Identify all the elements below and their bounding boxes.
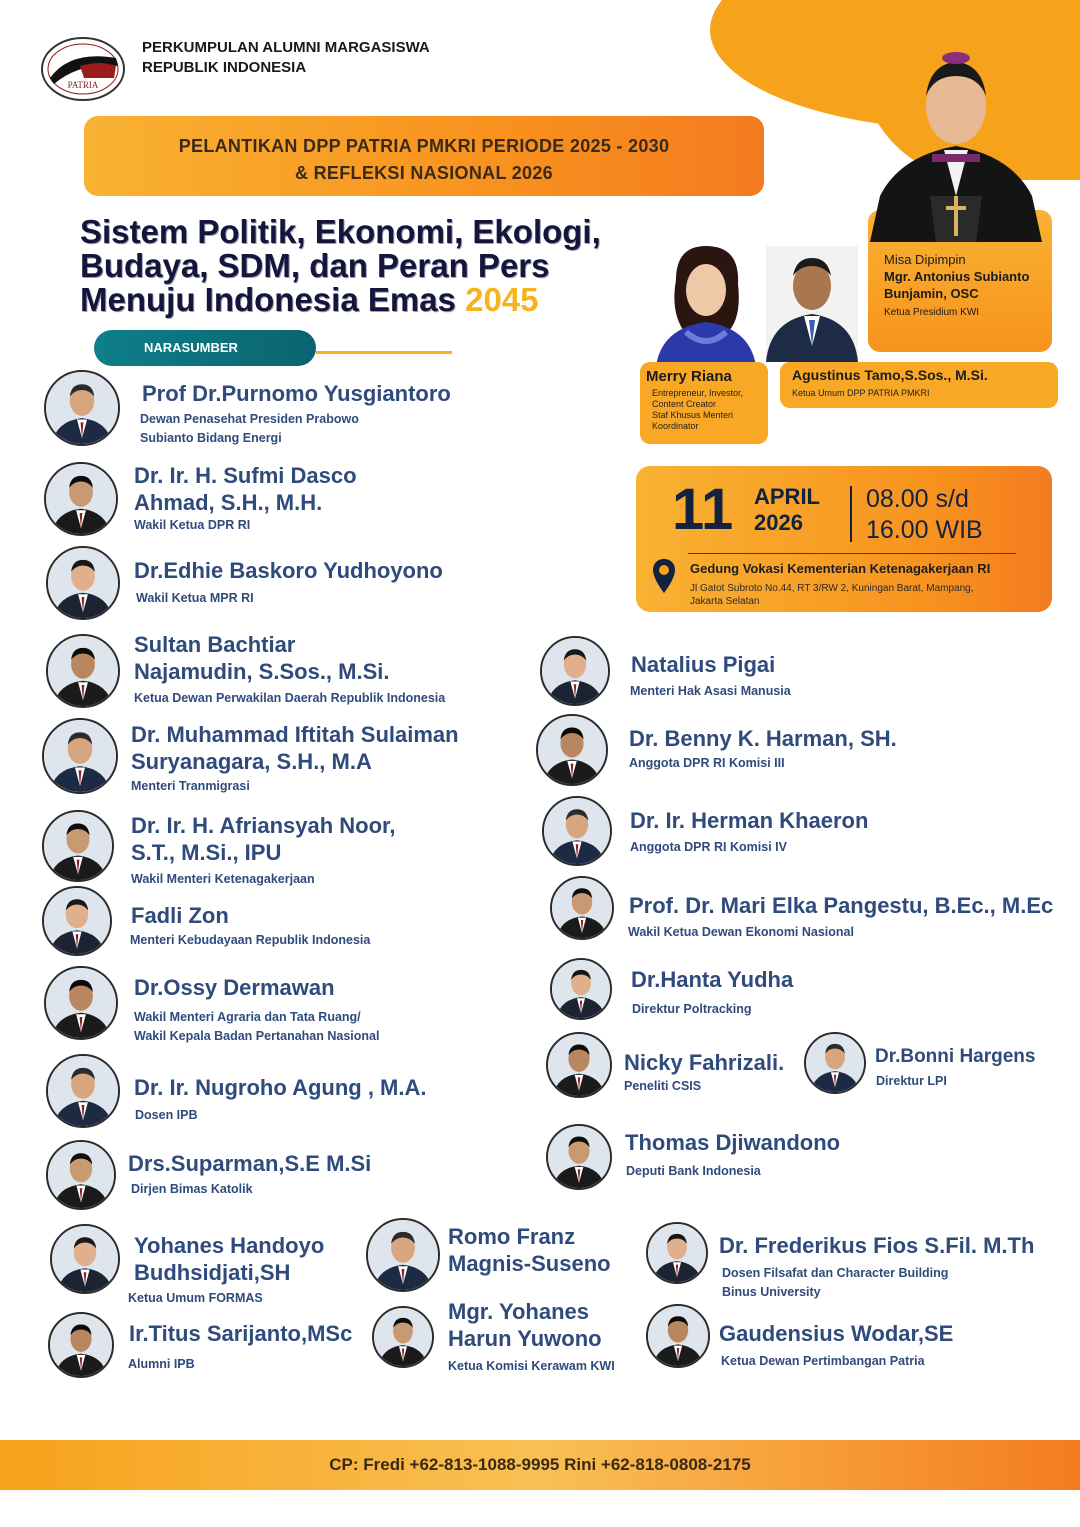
patria-logo — [40, 36, 126, 102]
speaker-role — [134, 1008, 379, 1046]
speaker-name — [625, 1129, 840, 1156]
speaker-photo — [44, 462, 118, 536]
speaker-photo — [550, 958, 612, 1020]
speaker-name-line: Natalius Pigai — [631, 652, 776, 677]
speaker-name-line: Yohanes Handoyo — [134, 1233, 325, 1258]
speaker-role-line: Dewan Penasehat Presiden Prabowo — [140, 412, 359, 426]
speaker-role — [140, 410, 359, 448]
speaker-role — [130, 931, 370, 950]
speaker-name-line: Dr. Ir. Herman Khaeron — [630, 808, 869, 833]
speaker-name-line: Ir.Titus Sarijanto,MSc — [129, 1321, 353, 1346]
speaker-photo — [42, 718, 118, 794]
speaker-name — [629, 892, 1053, 919]
event-time-end: 16.00 WIB — [866, 516, 983, 544]
speaker-photo — [46, 1140, 116, 1210]
speaker-name — [134, 462, 357, 516]
speaker-photo — [42, 886, 112, 956]
mass-leader-name-line-2: Bunjamin, OSC — [884, 286, 979, 301]
speaker-name — [134, 1074, 427, 1101]
location-pin-icon — [652, 558, 676, 594]
venue-address-line-2: Jakarta Selatan — [690, 596, 760, 607]
theme-line-3 — [80, 283, 680, 317]
event-theme — [80, 215, 680, 317]
speaker-name — [448, 1298, 602, 1352]
event-month: APRIL — [754, 484, 820, 509]
speaker-role — [131, 870, 315, 889]
speaker-name-line: Dr. Ir. H. Afriansyah Noor, — [131, 813, 396, 838]
logo-text: PATRIA — [67, 80, 99, 90]
venue-address — [690, 582, 1010, 608]
speaker-name-line: Dr.Ossy Dermawan — [134, 975, 335, 1000]
narasumber-label: NARASUMBER — [94, 330, 316, 366]
speaker-name — [631, 966, 793, 993]
speaker-role — [128, 1289, 263, 1308]
speaker-photo — [536, 714, 608, 786]
speaker-role-line: Ketua Dewan Perwakilan Daerah Republik Indonesia — [134, 691, 446, 705]
speaker-role — [448, 1357, 615, 1376]
event-year: 2026 — [754, 510, 803, 535]
speaker-name — [629, 725, 897, 752]
speaker-role-line: Deputi Bank Indonesia — [626, 1164, 761, 1178]
merry-riana-photo — [656, 240, 756, 366]
speaker-role — [721, 1352, 925, 1371]
speaker-role-line: Wakil Ketua MPR RI — [136, 591, 254, 605]
speaker-role-line: Menteri Tranmigrasi — [131, 779, 250, 793]
bishop-photo — [870, 46, 1042, 242]
speaker-photo — [46, 634, 120, 708]
speaker-name-line: Harun Yuwono — [448, 1326, 602, 1351]
guest-role-line: Content Creator — [652, 399, 717, 409]
speaker-photo — [42, 810, 114, 882]
organization-name — [142, 38, 430, 78]
speaker-name — [142, 380, 451, 407]
speaker-name — [630, 807, 868, 834]
venue-name: Gedung Vokasi Kementerian Ketenagakerjaan RI — [690, 561, 991, 576]
speaker-role-line: Peneliti CSIS — [624, 1079, 702, 1093]
speaker-role — [630, 682, 791, 701]
speaker-photo — [50, 1224, 120, 1294]
speaker-role-line: Menteri Kebudayaan Republik Indonesia — [130, 933, 371, 947]
speaker-role-line: Alumni IPB — [128, 1357, 195, 1371]
divider-line — [316, 351, 452, 354]
speaker-name — [875, 1045, 1035, 1068]
contact-info: CP: Fredi +62-813-1088-9995 Rini +62-818-0808-2175 — [329, 1455, 751, 1474]
speaker-name-line: Dr.Bonni Hargens — [875, 1046, 1036, 1067]
speaker-name-line: Mgr. Yohanes — [448, 1299, 590, 1324]
event-title-line-2: & REFLEKSI NASIONAL 2026 — [295, 163, 553, 183]
speaker-photo — [46, 1054, 120, 1128]
speaker-photo — [646, 1304, 710, 1368]
org-line-1: PERKUMPULAN ALUMNI MARGASISWA — [142, 39, 430, 56]
event-time — [866, 484, 983, 546]
speaker-name — [719, 1232, 1034, 1259]
speaker-role — [128, 1355, 195, 1374]
speaker-name-line: Thomas Djiwandono — [625, 1130, 841, 1155]
speaker-name — [719, 1320, 953, 1347]
speaker-role-line: Direktur Poltracking — [632, 1002, 752, 1016]
speaker-name — [128, 1150, 371, 1177]
speaker-name-line: Romo Franz — [448, 1224, 576, 1249]
mass-label: Misa Dipimpin — [884, 252, 966, 267]
speaker-name-line: Dr. Benny K. Harman, SH. — [629, 726, 897, 751]
theme-line-2: Budaya, SDM, dan Peran Pers — [80, 247, 550, 284]
speaker-role — [628, 923, 854, 942]
speaker-name-line: Ahmad, S.H., M.H. — [134, 490, 323, 515]
speaker-photo — [546, 1124, 612, 1190]
speaker-role-line: Direktur LPI — [876, 1074, 947, 1088]
guest-name: Merry Riana — [646, 368, 732, 385]
speaker-photo — [48, 1312, 114, 1378]
speaker-name-line: Sultan Bachtiar — [134, 632, 296, 657]
event-time-start: 08.00 s/d — [866, 485, 969, 513]
speaker-name-line: Nicky Fahrizali. — [624, 1050, 785, 1075]
event-day: 11 — [672, 477, 734, 542]
speaker-photo — [542, 796, 612, 866]
speaker-photo — [546, 1032, 612, 1098]
speaker-name-line: S.T., M.Si., IPU — [131, 840, 282, 865]
speaker-role-line: Ketua Komisi Kerawam KWI — [448, 1359, 615, 1373]
speaker-role — [626, 1162, 761, 1181]
speaker-name-line: Dr.Hanta Yudha — [631, 967, 794, 992]
speaker-name — [134, 631, 390, 685]
theme-line-1: Sistem Politik, Ekonomi, Ekologi, — [80, 213, 601, 250]
speaker-role-line: Wakil Kepala Badan Pertanahan Nasional — [134, 1029, 380, 1043]
event-title-banner — [84, 116, 764, 196]
speaker-role — [131, 777, 250, 796]
speaker-name — [134, 974, 335, 1001]
speaker-photo — [44, 370, 120, 446]
speaker-name — [129, 1320, 352, 1347]
speaker-name-line: Drs.Suparman,S.E M.Si — [128, 1151, 372, 1176]
speaker-name-line: Prof Dr.Purnomo Yusgiantoro — [142, 381, 451, 406]
org-line-2: REPUBLIK INDONESIA — [142, 59, 307, 76]
speaker-role-line: Anggota DPR RI Komisi III — [629, 756, 785, 770]
date-divider — [850, 486, 852, 542]
guest-role-line: Entrepreneur, Investor, — [652, 388, 744, 398]
speaker-name-line: Dr. Ir. H. Sufmi Dasco — [134, 463, 357, 488]
speaker-name-line: Dr. Muhammad Iftitah Sulaiman — [131, 722, 459, 747]
speaker-role — [629, 754, 785, 773]
speaker-photo — [550, 876, 614, 940]
theme-line-3-text: Menuju Indonesia Emas — [80, 281, 456, 318]
speaker-name — [131, 812, 395, 866]
speaker-role — [624, 1077, 701, 1096]
theme-year: 2045 — [465, 281, 539, 318]
speaker-name — [134, 557, 443, 584]
speaker-role-line: Dosen IPB — [135, 1108, 198, 1122]
speaker-role-line: Wakil Ketua Dewan Ekonomi Nasional — [628, 925, 854, 939]
speaker-name-line: Fadli Zon — [131, 903, 229, 928]
speaker-role-line: Binus University — [722, 1285, 821, 1299]
speaker-role-line: Anggota DPR RI Komisi IV — [630, 840, 787, 854]
speaker-role-line: Dosen Filsafat dan Character Building — [722, 1266, 949, 1280]
speaker-photo — [44, 966, 118, 1040]
speaker-role-line: Dirjen Bimas Katolik — [131, 1182, 253, 1196]
speaker-name — [131, 902, 229, 929]
speaker-name-line: Dr. Frederikus Fios S.Fil. M.Th — [719, 1233, 1035, 1258]
speaker-role — [134, 689, 445, 708]
speaker-photo — [804, 1032, 866, 1094]
agustinus-tamo-photo — [766, 246, 858, 362]
mass-leader-info — [884, 251, 1054, 322]
guest-role: Ketua Umum DPP PATRIA PMKRI — [792, 388, 930, 398]
speaker-role — [632, 1000, 751, 1019]
speaker-name-line: Prof. Dr. Mari Elka Pangestu, B.Ec., M.Ec — [629, 893, 1054, 918]
speaker-photo — [366, 1218, 440, 1292]
mass-leader-name-line-1: Mgr. Antonius Subianto — [884, 269, 1030, 284]
speaker-name — [131, 721, 459, 775]
speaker-name-line: Gaudensius Wodar,SE — [719, 1321, 954, 1346]
event-month-year — [754, 484, 820, 536]
mass-leader-role: Ketua Presidium KWI — [884, 307, 980, 318]
speaker-name — [631, 651, 775, 678]
speaker-role-line: Ketua Dewan Pertimbangan Patria — [721, 1354, 925, 1368]
speaker-role-line: Wakil Ketua DPR RI — [134, 518, 251, 532]
speaker-name-line: Dr. Ir. Nugroho Agung , M.A. — [134, 1075, 427, 1100]
venue-divider — [688, 553, 1016, 554]
guest-role — [652, 388, 768, 432]
speaker-role — [630, 838, 787, 857]
guest-name: Agustinus Tamo,S.Sos., M.Si. — [792, 367, 988, 383]
speaker-photo — [646, 1222, 708, 1284]
speaker-name — [134, 1232, 324, 1286]
guest-role-line: Koordinator — [652, 421, 699, 431]
speaker-name-line: Dr.Edhie Baskoro Yudhoyono — [134, 558, 443, 583]
speaker-name-line: Magnis-Suseno — [448, 1251, 611, 1276]
speaker-role — [135, 1106, 198, 1125]
venue-address-line-1: Jl Gatot Subroto No.44, RT 3/RW 2, Kuningan Barat, Mampang, — [690, 583, 974, 594]
speaker-photo — [46, 546, 120, 620]
speaker-role — [131, 1180, 253, 1199]
speaker-role — [876, 1072, 947, 1091]
speaker-role-line: Menteri Hak Asasi Manusia — [630, 684, 791, 698]
speaker-name-line: Suryanagara, S.H., M.A — [131, 749, 372, 774]
speaker-name-line: Najamudin, S.Sos., M.Si. — [134, 659, 390, 684]
speaker-name — [624, 1049, 784, 1076]
speaker-role — [134, 516, 250, 535]
speaker-name-line: Budhsidjati,SH — [134, 1260, 291, 1285]
speaker-photo — [540, 636, 610, 706]
speaker-role-line: Subianto Bidang Energi — [140, 431, 282, 445]
event-title-line-1: PELANTIKAN DPP PATRIA PMKRI PERIODE 2025 - 2030 — [178, 136, 670, 156]
speaker-role-line: Wakil Menteri Agraria dan Tata Ruang/ — [134, 1010, 361, 1024]
speaker-role — [136, 589, 254, 608]
guest-role-line: Staf Khusus Menteri — [652, 410, 734, 420]
speaker-role — [722, 1264, 948, 1302]
speaker-role-line: Ketua Umum FORMAS — [128, 1291, 263, 1305]
speaker-photo — [372, 1306, 434, 1368]
speaker-name — [448, 1223, 611, 1277]
speaker-role-line: Wakil Menteri Ketenagakerjaan — [131, 872, 315, 886]
